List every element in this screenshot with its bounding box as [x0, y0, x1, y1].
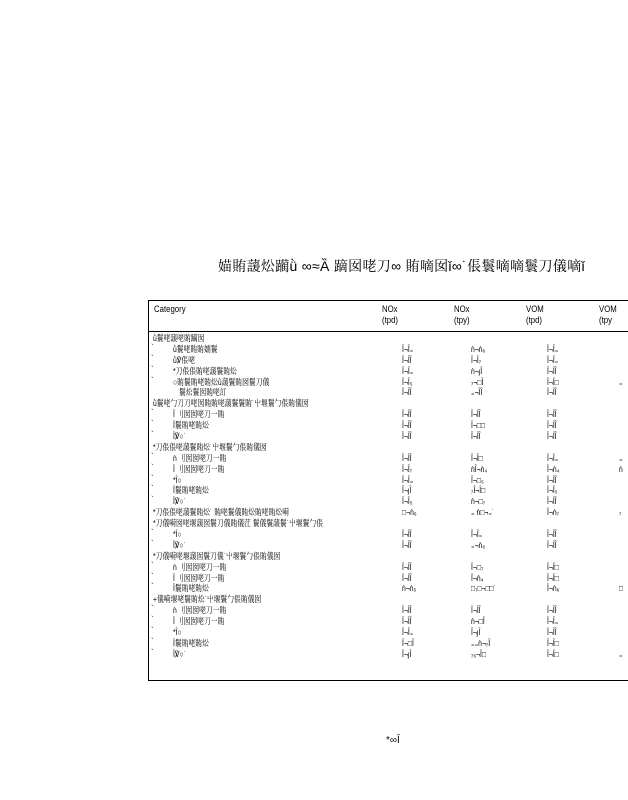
row-label: Ȋ 刂囡囡咾刀一賄	[173, 463, 225, 474]
row-value: Ȋ¬Ȋ₌	[547, 354, 559, 365]
row-label: *刀倀倀咾蘐鬟賄炂˙ 賄咾鬟儀賄炂賄咾賄炂嗬	[153, 507, 290, 518]
table-row	[149, 616, 628, 627]
row-value: ₌₌ǹ¬₇Ȋ	[471, 637, 491, 648]
row-label: *刀儀嗬咾堰蘐囡鬟刀儀˙屮堰鬟勹倀賄儀囡	[153, 550, 281, 561]
row-value: Ȋ¬ȊȊ	[547, 409, 557, 420]
row-tick-mark: `	[151, 626, 154, 636]
row-value: Ȋ¬ǹ₇	[547, 507, 559, 518]
row-value: Ȋ¬Ȋ₌	[547, 343, 559, 354]
row-value: Ȋ¬ȊȊ	[402, 387, 412, 398]
row-tick-mark: `	[151, 462, 154, 472]
row-value: ǹ¬ǹ₅	[402, 583, 417, 594]
row-value: Ȋ¬ȊȊ	[471, 409, 481, 420]
table-body	[149, 333, 628, 660]
row-value: Ȋ¬□Ȋ	[402, 637, 414, 648]
row-value: Ȋ¬ȊȊ	[547, 387, 557, 398]
row-value: Ȋ¬Ȋ₌	[471, 529, 483, 540]
row-label: Ȋ鬟賄咾賄炂	[173, 420, 209, 431]
row-value: ₌	[619, 648, 623, 659]
row-value: Ȋ¬ȊȊ	[402, 409, 412, 420]
table-row	[149, 638, 628, 649]
row-value: Ȋ¬Ȋ□	[547, 648, 559, 659]
row-label: ǹ 刂囡囡咾刀一賄	[173, 561, 227, 572]
row-value: ǹ¬□₇	[471, 496, 486, 507]
table-row	[149, 485, 628, 496]
row-tick-mark: `	[151, 375, 154, 385]
row-label: Ȋ鬟賄咾賄炂	[173, 583, 209, 594]
header-nox-tpy	[454, 304, 470, 326]
page-number: *∞Ȋ	[386, 735, 400, 746]
table-row	[149, 583, 628, 594]
row-value: Ȋ¬ȷȊ	[402, 648, 412, 659]
row-label: *刀儀嗬囡咾堰蘐囡鬟刀儀賄儀茳 鬟儀鬟蘐鬟˙屮堰鬟勹倀	[153, 518, 324, 529]
row-label: Ȋ鬟賄咾賄炂	[173, 485, 209, 496]
table-row	[149, 453, 628, 464]
row-tick-mark: `	[151, 538, 154, 548]
row-value: □¬ǹ₆	[402, 507, 417, 518]
table-row	[149, 594, 628, 605]
row-label: Ȋ℣○˙	[173, 496, 186, 507]
row-value: Ȋ¬Ȋ□	[547, 637, 559, 648]
row-value: ₇	[619, 507, 622, 518]
row-tick-mark: `	[151, 615, 154, 625]
table-row	[149, 551, 628, 562]
row-tick-mark: `	[151, 364, 154, 374]
table-row	[149, 518, 628, 529]
table-row	[149, 529, 628, 540]
row-value: Ȋ¬ȊȊ	[402, 616, 412, 627]
table-row	[149, 431, 628, 442]
row-value: Ȋ¬Ȋ□	[471, 452, 483, 463]
row-value: Ȋ¬ȊȊ	[547, 420, 557, 431]
row-label: ǜ鬟咾勹刀刀咾囡賄賄咾蘐鬟鬟賄˙屮堰鬟勹倀賄儀囡	[153, 398, 309, 409]
row-value: ₌¬ȊȊ	[471, 387, 483, 398]
table-row	[149, 507, 628, 518]
emissions-table	[148, 300, 628, 681]
row-value: Ȋ¬Ȋ□	[547, 572, 559, 583]
row-value: ₇₆¬Ȋ□	[471, 648, 487, 659]
row-value: □₇□¬□□˙	[471, 583, 497, 594]
table-row	[149, 398, 628, 409]
row-value: Ȋ¬ȊȊ	[547, 496, 557, 507]
table-row	[149, 377, 628, 388]
row-label: Ȋ 刂囡囡咾刀一賄	[173, 572, 225, 583]
row-value: Ȋ¬□□	[471, 420, 486, 431]
row-value: Ȋ¬Ȋ□	[547, 561, 559, 572]
row-value: Ȋ¬ȊȊ	[402, 354, 412, 365]
table-row	[149, 355, 628, 366]
header-unit: (tpd)	[382, 315, 399, 326]
row-tick-mark: `	[151, 495, 154, 505]
row-value: ₇¬□Ȋ	[471, 376, 484, 387]
row-value: Ȋ¬ȊȊ	[547, 627, 557, 638]
header-category-label: Category	[154, 304, 186, 315]
table-row	[149, 442, 628, 453]
row-value: ǹ¬ǹ₆	[471, 343, 486, 354]
row-label: *刀倀倀咾蘐鬟賄炂˙屮堰鬟勹倀賄儀囡	[153, 441, 267, 452]
header-unit: (tpd)	[526, 315, 543, 326]
table-row	[149, 605, 628, 616]
table-row	[149, 573, 628, 584]
header-vom-tpd	[526, 304, 544, 326]
row-value: Ȋ¬Ȋ₅	[547, 485, 558, 496]
row-value: Ȋ¬Ȋ₌	[402, 365, 414, 376]
row-value: □	[619, 583, 624, 594]
row-value: ǹ¬ȷȊ	[471, 365, 483, 376]
row-value: Ȋ¬ȊȊ	[471, 431, 481, 442]
table-row	[149, 464, 628, 475]
row-tick-mark: `	[151, 647, 154, 657]
row-label: Ȋ鬟賄咾賄炂	[173, 637, 209, 648]
row-label: ǜ鬟咾賄賄嬬鬟	[173, 343, 218, 354]
row-value: ǹ¬□Ȋ	[471, 616, 485, 627]
header-label: NOx	[454, 304, 470, 315]
row-value: ₌	[619, 452, 623, 463]
row-value: Ȋ¬ǹ₄	[547, 463, 560, 474]
row-value: Ȋ¬ȊȊ	[402, 539, 412, 550]
header-category	[154, 304, 186, 315]
row-label: Ȋ℣○˙	[173, 431, 186, 442]
header-unit: (tpy)	[454, 315, 470, 326]
row-value: Ȋ¬ȊȊ	[547, 474, 557, 485]
row-value: Ȋ¬Ȋ₇	[402, 463, 413, 474]
row-value: Ȋ¬ȊȊ	[402, 529, 412, 540]
row-value: ǹ	[619, 463, 623, 474]
header-nox-tpd	[382, 304, 398, 326]
row-tick-mark: `	[151, 571, 154, 581]
row-tick-mark: `	[151, 419, 154, 429]
row-value: ₌ ǹ□¬₌˙	[471, 507, 495, 518]
row-value: Ȋ¬ȊȊ	[547, 605, 557, 616]
table-row	[149, 627, 628, 638]
table-row	[149, 649, 628, 660]
row-value: Ȋ¬ȊȊ	[402, 452, 412, 463]
row-label: 鬟炂鬟囡賄咾訂	[179, 387, 227, 398]
table-header	[149, 301, 628, 332]
row-value: Ȋ¬ȊȊ	[402, 420, 412, 431]
row-tick-mark: `	[151, 636, 154, 646]
header-unit: (tpy	[599, 315, 612, 326]
row-value: ǹȊ¬ǹ₄	[471, 463, 488, 474]
row-label: Ȋ℣○˙	[173, 648, 186, 659]
row-value: Ȋ¬ȊȊ	[547, 365, 557, 376]
row-value: Ȋ¬ȊȊ	[471, 605, 481, 616]
table-row	[149, 540, 628, 551]
row-value: Ȋ¬ȷȊ	[402, 485, 412, 496]
row-label: *Ȋ○	[173, 627, 182, 638]
document-title: 媌賄蘐炂躏ǜ ∞≈Ȁ 蹢囡咾刀∞ 賄嘀囡ǐ∞˙倀鬟嘀嘀鬟刀儀嘀ǐ	[218, 258, 585, 274]
row-label: ○賄鬟賄咾賄炂ǜ蘐鬟賄囡鬟刀儀	[173, 376, 270, 387]
row-value: ₇Ȋ¬Ȋ□	[471, 485, 486, 496]
row-label: *刀倀倀賄咾蘐鬟賄炂	[173, 365, 237, 376]
row-tick-mark: `	[151, 430, 154, 440]
row-value: Ȋ¬ȷȊ	[471, 627, 481, 638]
row-tick-mark: `	[151, 484, 154, 494]
row-tick-mark: `	[151, 473, 154, 483]
row-label: Ȋ 刂囡囡咾刀一賄	[173, 616, 225, 627]
row-value: Ȋ¬Ȋ₌	[402, 343, 414, 354]
header-label: VOM	[599, 304, 617, 315]
row-value: Ȋ¬ȊȊ	[547, 529, 557, 540]
row-tick-mark: `	[151, 528, 154, 538]
row-label: *Ȋ○	[173, 529, 182, 540]
row-value: Ȋ¬□₅	[471, 474, 484, 485]
row-value: Ȋ¬□₇	[471, 561, 484, 572]
row-tick-mark: `	[151, 451, 154, 461]
row-value: Ȋ¬ǹ₆	[547, 583, 560, 594]
table-row	[149, 420, 628, 431]
row-value: Ȋ¬Ȋ₌	[402, 474, 414, 485]
table-row	[149, 562, 628, 573]
header-label: NOx	[382, 304, 398, 315]
table-row	[149, 475, 628, 486]
row-value: Ȋ¬ǹ₄	[471, 572, 484, 583]
header-vom-tpy	[599, 304, 617, 326]
row-value: Ȋ¬Ȋ₇	[471, 354, 482, 365]
table-row	[149, 366, 628, 377]
row-label: +儀嗬堰咾鬟賄炂˙屮堰鬟勹倀賄儀囡	[153, 594, 262, 605]
row-value: Ȋ¬Ȋ₌	[547, 616, 559, 627]
row-label: ǜ鬟咾蘐咾賄躏囡	[153, 333, 205, 343]
row-value: Ȋ¬ȊȊ	[402, 561, 412, 572]
table-row	[149, 387, 628, 398]
row-label: ǹ 刂囡囡咾刀一賄	[173, 452, 227, 463]
table-row	[149, 496, 628, 507]
table-row	[149, 344, 628, 355]
row-value: Ȋ¬ȊȊ	[547, 539, 557, 550]
row-value: Ȋ¬Ȋ₌	[402, 627, 414, 638]
header-label: VOM	[526, 304, 544, 315]
row-tick-mark: `	[151, 342, 154, 352]
row-tick-mark: `	[151, 604, 154, 614]
row-value: Ȋ¬Ȋ₌	[547, 452, 559, 463]
row-value: Ȋ¬Ȋ₅	[402, 376, 413, 387]
row-value: Ȋ¬Ȋ□	[547, 376, 559, 387]
row-label: Ȋ 刂囡囡咾刀一賄	[173, 409, 225, 420]
row-label: Ȋ℣○˙	[173, 539, 186, 550]
row-value: Ȋ¬ȊȊ	[402, 572, 412, 583]
row-tick-mark: `	[151, 582, 154, 592]
row-value: ₌¬ǹ₆	[471, 539, 486, 550]
table-row	[149, 409, 628, 420]
row-value: ₌	[619, 376, 623, 387]
row-label: *Ȋ○	[173, 474, 182, 485]
row-tick-mark: `	[151, 353, 154, 363]
row-label: ǹ 刂囡囡咾刀一賄	[173, 605, 227, 616]
row-value: Ȋ¬Ȋ₅	[402, 496, 413, 507]
row-tick-mark: `	[151, 560, 154, 570]
row-value: Ȋ¬ȊȊ	[402, 605, 412, 616]
row-label: ǜ℣倀咾	[173, 354, 196, 365]
row-tick-mark: `	[151, 408, 154, 418]
row-value: Ȋ¬ȊȊ	[402, 431, 412, 442]
row-value: Ȋ¬ȊȊ	[547, 431, 557, 442]
table-row	[149, 333, 628, 344]
